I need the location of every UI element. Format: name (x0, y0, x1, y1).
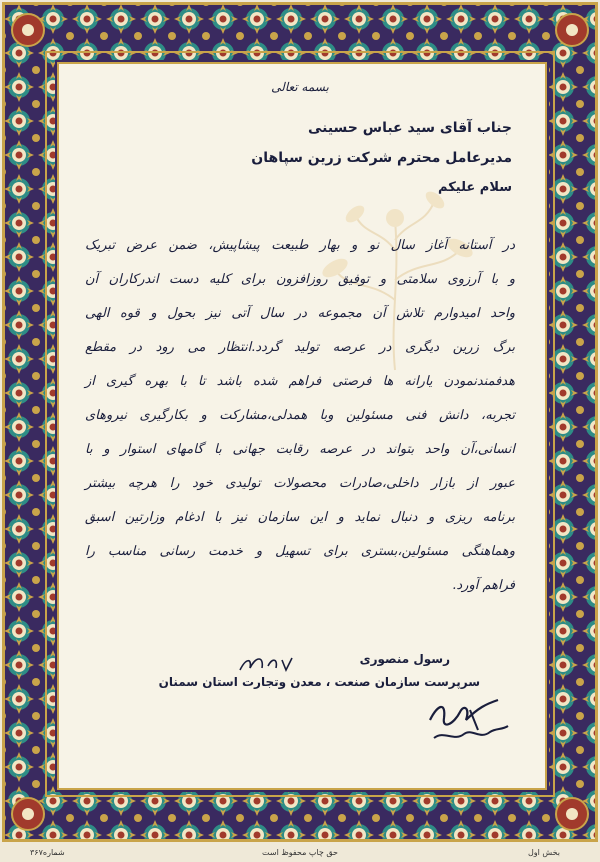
body-line: در آستانه آغاز سال نو و بهار طبیعت پیشاپیش، ضمن عرض تبریک (85, 238, 515, 253)
footer-number: شماره۳۶۷ (30, 848, 65, 857)
greeting-line: سلام علیکم (438, 180, 512, 195)
position-line: مدیرعامل محترم شرکت زرین سپاهان (251, 150, 512, 166)
recipient-line: جناب آقای سید عباس حسینی (307, 120, 512, 136)
handwritten-signature (420, 690, 520, 750)
body-line: هدفمندنمودن یارانه ها فرصتی فراهم شده باشد تا با بهره گیری از (85, 374, 515, 389)
body-line: برگ زرین دیگری در عرصه تولید گردد.انتظار می رود در مقطع (85, 340, 515, 355)
body-line: عبور از بازار داخلی،صادرات محصولات تولیدی خود را هرچه بیشتر (85, 476, 515, 491)
body-line: وهماهنگی مسئولین،بستری برای تسهیل و خدمت رسانی مناسب را (85, 544, 515, 559)
footer-copyright: حق چاپ محفوظ است (262, 848, 338, 857)
body-line: تجربه، دانش فنی مسئولین وبا همدلی،مشارکت و بکارگیری نیروهای (85, 408, 515, 423)
body-line: انسانی،آن واحد بتواند در عرصه رقابت جهانی با گامهای استوار و با (85, 442, 515, 457)
footer-section: بخش اول (527, 848, 560, 857)
paraph-signature (236, 652, 296, 676)
bismillah-heading: بسمه تعالی (271, 80, 329, 94)
signer-title: سرپرست سازمان صنعت ، معدن وتجارت استان سمنان (158, 675, 480, 689)
body-line: واحد امیدوارم تلاش آن مجموعه در سال آتی نیز بحول و قوه الهی (85, 306, 515, 321)
body-line: برنامه ریزی و دنبال نماید و این سازمان نیز با ادغام وزارتین اسبق (85, 510, 515, 525)
body-line-last: فراهم آورد. (452, 578, 515, 593)
signer-name: رسول منصوری (359, 652, 450, 666)
body-line: و با آرزوی سلامتی و توفیق روزافزون برای کلیه دست اندرکاران آن (85, 272, 515, 287)
